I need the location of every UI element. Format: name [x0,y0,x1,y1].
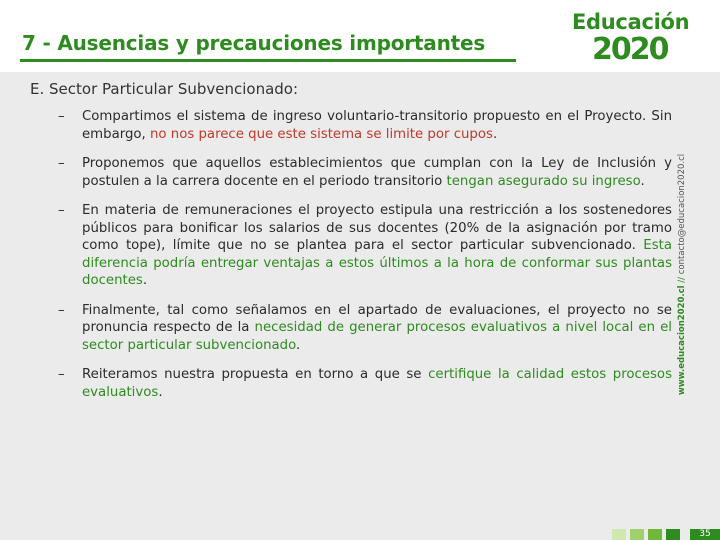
highlighted-text: no nos parece que este sistema se limite por cupos [149,126,493,142]
bullet-text: En materia de remuneraciones el proyecto estipula una restricción a los sostenedores públicos para bonificar los salarios de sus docentes (20% de la asignación por tramo como tope), límite que no se plantea para el sector particular subvencionado. [82,203,672,253]
side-url [677,154,687,395]
logo-year: 2020 [592,32,668,67]
bullet-text: Compartimos el sistema de ingreso voluntario-transitorio propuesto en el Proyecto. Sin embargo, [82,109,672,142]
page-number: 35 [690,529,720,540]
bullet-text: Finalmente, tal como señalamos en el apartado de evaluaciones, el proyecto no se pronuncia respecto de la [82,302,672,335]
footer-bar [630,529,644,540]
bullet-text: . [142,273,148,288]
bullet-item [58,202,672,290]
bullet-item [58,155,672,190]
educacion-2020-logo [560,10,690,68]
highlighted-text: Esta diferencia podría entregar ventajas a estos últimos a la hora de conformar sus plantas docentes [82,238,672,288]
bullet-text: . [640,173,645,189]
bullet-text: . [492,126,498,142]
bullet-dash: – [58,156,65,171]
footer-bar [648,529,662,540]
highlighted-text: certifique la calidad estos procesos evaluativos [82,367,672,400]
highlighted-text: necesidad de generar procesos evaluativos a nivel local en el sector particular subvencionado [82,320,672,353]
footer-bar [612,529,626,540]
footer-bar [666,529,680,540]
bullet-list [58,108,672,413]
bullet-text: Proponemos que aquellos establecimientos que cumplan con la Ley de Inclusión y postulen a la carrera docente en el periodo transitorio [82,156,672,189]
highlighted-text: tengan asegurado su ingreso [446,173,641,189]
bullet-item [58,302,672,355]
bullet-text: . [296,337,301,353]
logo-wordmark: Educación [572,10,690,34]
bullet-text: . [158,384,163,400]
bullet-text: Reiteramos nuestra propuesta en torno a que se [82,367,429,382]
page-title: 7 - Ausencias y precauciones importantes [22,31,486,55]
url-separator: // [677,274,687,286]
website-link[interactable]: www.educacion2020.cl [677,285,687,395]
bullet-dash: – [58,203,65,218]
bullet-item [58,108,672,143]
bullet-dash: – [58,367,65,382]
header-bar [0,0,720,72]
bullet-item [58,366,672,401]
title-underline [20,59,516,62]
section-heading: E. Sector Particular Subvencionado: [30,80,299,98]
bullet-dash: – [58,302,65,318]
contact-email[interactable]: contacto@educacion2020.cl [677,153,687,275]
bullet-dash: – [58,109,65,124]
